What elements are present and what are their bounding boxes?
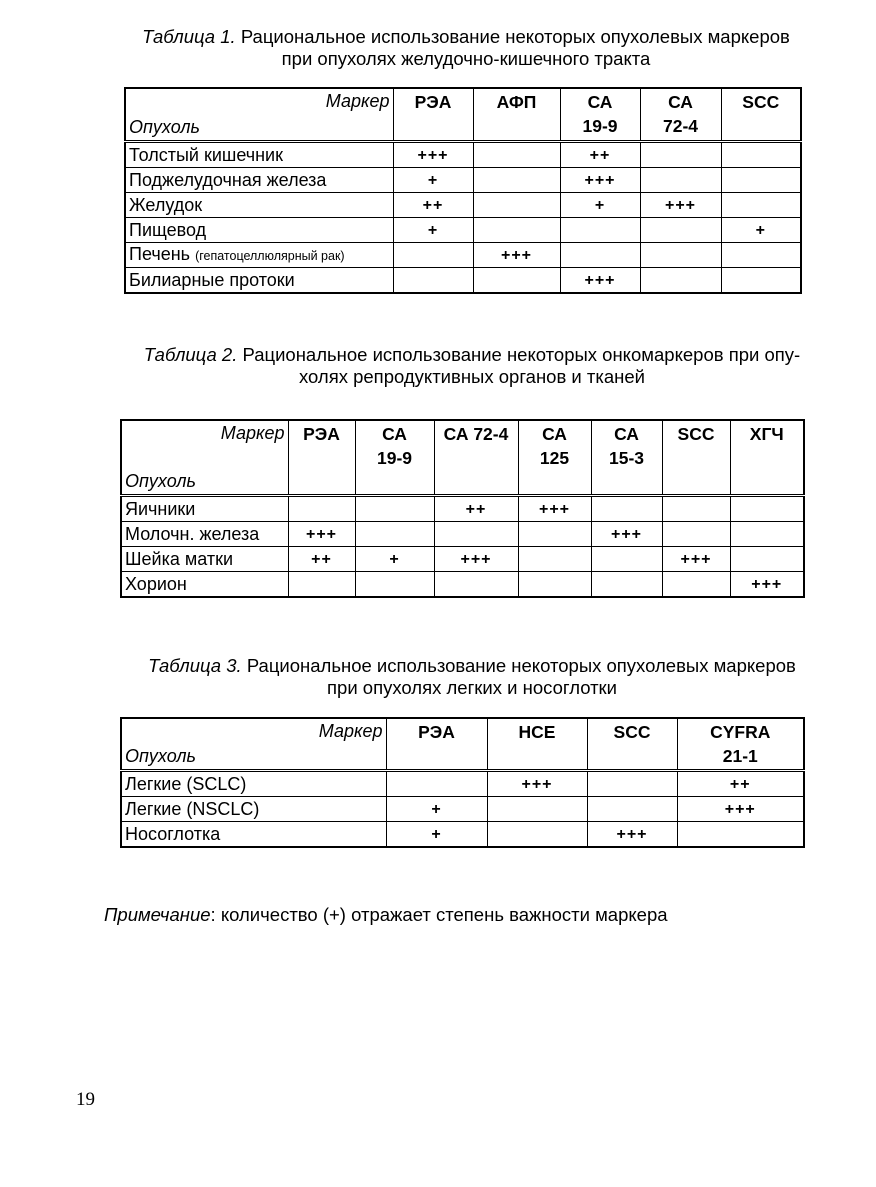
marker-value-cell bbox=[721, 193, 801, 218]
tumor-name-cell bbox=[125, 268, 393, 294]
table-row bbox=[121, 547, 804, 572]
footnote-label: Примечание bbox=[104, 904, 211, 925]
marker-value-cell: +++ bbox=[730, 572, 804, 598]
header-row bbox=[125, 88, 801, 142]
marker-header-text: РЭА bbox=[414, 92, 452, 112]
table-row bbox=[125, 218, 801, 243]
marker-header-text: CYFRA bbox=[710, 722, 771, 742]
marker-header-cell bbox=[560, 88, 640, 142]
marker-header-text: SCC bbox=[742, 92, 780, 112]
marker-value-cell: +++ bbox=[473, 243, 560, 268]
marker-header-cell bbox=[591, 420, 662, 496]
marker-header-text: ХГЧ bbox=[749, 424, 784, 444]
table-row bbox=[121, 822, 804, 848]
marker-value-cell: ++ bbox=[288, 547, 355, 572]
marker-value-cell bbox=[386, 771, 487, 797]
marker-value-cell bbox=[662, 496, 730, 522]
marker-value-cell bbox=[587, 797, 677, 822]
tumor-name: Печень bbox=[129, 243, 191, 264]
marker-value-cell bbox=[487, 797, 587, 822]
marker-value-cell: ++ bbox=[677, 771, 804, 797]
marker-value-cell bbox=[560, 218, 640, 243]
tumor-name: Носоглотка bbox=[125, 823, 221, 844]
marker-header-cell bbox=[721, 88, 801, 142]
marker-header-cell bbox=[518, 420, 591, 496]
table3 bbox=[120, 717, 805, 848]
marker-value-cell bbox=[730, 547, 804, 572]
tumor-name-cell bbox=[125, 243, 393, 268]
marker-value-cell bbox=[640, 243, 721, 268]
marker-value-cell bbox=[730, 496, 804, 522]
page-number: 19 bbox=[76, 1089, 95, 1110]
table3-caption bbox=[60, 655, 876, 699]
tumor-name: Пищевод bbox=[129, 219, 207, 240]
marker-header-text: СА bbox=[587, 92, 613, 112]
marker-value-cell: +++ bbox=[587, 822, 677, 848]
marker-value-cell bbox=[355, 522, 434, 547]
header-corner-cell bbox=[125, 88, 393, 142]
marker-header-cell bbox=[393, 88, 473, 142]
tumor-name: Хорион bbox=[125, 573, 187, 594]
marker-header-cell bbox=[473, 88, 560, 142]
tumor-name: Толстый кишечник bbox=[129, 144, 283, 165]
table-row bbox=[121, 797, 804, 822]
table2-label: Таблица 2. bbox=[143, 344, 238, 365]
marker-label: Маркер bbox=[220, 423, 285, 443]
tumor-label: Опухоль bbox=[129, 117, 200, 137]
marker-value-cell bbox=[640, 168, 721, 193]
tumor-name: Легкие (SCLC) bbox=[125, 773, 247, 794]
marker-header-text: СА bbox=[382, 424, 407, 444]
tumor-name-cell bbox=[125, 193, 393, 218]
marker-header-cell bbox=[434, 420, 518, 496]
table2-title-line1: Рациональное использование некоторых онкомаркеров при опу- bbox=[242, 344, 801, 365]
marker-value-cell bbox=[662, 572, 730, 598]
marker-value-cell bbox=[721, 142, 801, 168]
marker-header-text: SCC bbox=[613, 722, 651, 742]
marker-value-cell bbox=[721, 243, 801, 268]
footnote bbox=[104, 904, 668, 926]
table-row bbox=[125, 268, 801, 294]
table-row bbox=[121, 771, 804, 797]
marker-value-cell bbox=[434, 522, 518, 547]
marker-value-cell bbox=[288, 572, 355, 598]
marker-header-cell bbox=[288, 420, 355, 496]
marker-value-cell bbox=[640, 142, 721, 168]
marker-value-cell bbox=[560, 243, 640, 268]
marker-header-text: РЭА bbox=[418, 722, 455, 742]
table-row bbox=[121, 572, 804, 598]
tumor-name: Поджелудочная железа bbox=[129, 169, 327, 190]
tumor-name: Яичники bbox=[125, 498, 196, 519]
marker-value-cell bbox=[473, 168, 560, 193]
tumor-name-cell bbox=[121, 547, 288, 572]
marker-header-cell bbox=[662, 420, 730, 496]
header-row bbox=[121, 718, 804, 771]
marker-header-text: 19-9 bbox=[376, 448, 413, 468]
table1-caption bbox=[60, 26, 872, 70]
table-row bbox=[125, 142, 801, 168]
tumor-name: Желудок bbox=[129, 194, 203, 215]
table1-label: Таблица 1. bbox=[142, 26, 236, 47]
tumor-name-cell bbox=[125, 142, 393, 168]
marker-value-cell: +++ bbox=[518, 496, 591, 522]
marker-header-text: СА bbox=[614, 424, 639, 444]
marker-header-text: НСЕ bbox=[518, 722, 556, 742]
table1-title-line2: при опухолях желудочно-кишечного тракта bbox=[281, 48, 651, 69]
marker-value-cell: +++ bbox=[640, 193, 721, 218]
table2-title-line2: холях репродуктивных органов и тканей bbox=[298, 366, 646, 387]
marker-value-cell bbox=[587, 771, 677, 797]
marker-value-cell: +++ bbox=[591, 522, 662, 547]
marker-value-cell: ++ bbox=[560, 142, 640, 168]
marker-header-text: РЭА bbox=[303, 424, 340, 444]
marker-header-cell bbox=[386, 718, 487, 771]
marker-value-cell bbox=[473, 193, 560, 218]
marker-value-cell bbox=[473, 218, 560, 243]
table-row bbox=[125, 193, 801, 218]
marker-value-cell bbox=[487, 822, 587, 848]
table-row bbox=[125, 168, 801, 193]
marker-value-cell bbox=[393, 243, 473, 268]
marker-header-cell bbox=[730, 420, 804, 496]
marker-header-text: 15-3 bbox=[608, 448, 645, 468]
marker-value-cell: ++ bbox=[393, 193, 473, 218]
marker-header-cell bbox=[587, 718, 677, 771]
marker-value-cell: +++ bbox=[487, 771, 587, 797]
marker-header-cell bbox=[487, 718, 587, 771]
marker-value-cell bbox=[591, 496, 662, 522]
marker-value-cell bbox=[677, 822, 804, 848]
table3-title-line2: при опухолях легких и носоглотки bbox=[327, 677, 617, 698]
tumor-name-cell bbox=[121, 771, 386, 797]
marker-value-cell bbox=[591, 572, 662, 598]
marker-value-cell: + bbox=[386, 822, 487, 848]
table1 bbox=[124, 87, 802, 294]
marker-label: Маркер bbox=[318, 721, 383, 741]
marker-value-cell: +++ bbox=[434, 547, 518, 572]
marker-header-cell bbox=[640, 88, 721, 142]
marker-header-text: АФП bbox=[496, 92, 537, 112]
marker-value-cell bbox=[355, 496, 434, 522]
tumor-name: Билиарные протоки bbox=[129, 269, 295, 290]
marker-label: Маркер bbox=[325, 91, 390, 111]
marker-value-cell bbox=[721, 168, 801, 193]
marker-value-cell: +++ bbox=[560, 268, 640, 294]
footnote-text: : количество (+) отражает степень важности маркера bbox=[210, 904, 668, 925]
marker-value-cell: + bbox=[560, 193, 640, 218]
marker-header-text: 72-4 bbox=[662, 116, 699, 136]
marker-value-cell: + bbox=[393, 168, 473, 193]
marker-header-text: 21-1 bbox=[722, 746, 758, 766]
marker-value-cell bbox=[518, 572, 591, 598]
marker-value-cell bbox=[393, 268, 473, 294]
marker-value-cell: ++ bbox=[434, 496, 518, 522]
tumor-name: Молочн. железа bbox=[125, 523, 260, 544]
marker-header-text: СА bbox=[542, 424, 567, 444]
tumor-name: Легкие (NSCLC) bbox=[125, 798, 260, 819]
marker-value-cell bbox=[640, 218, 721, 243]
tumor-name-cell bbox=[125, 168, 393, 193]
marker-value-cell bbox=[721, 268, 801, 294]
header-corner-cell bbox=[121, 718, 386, 771]
tumor-name-cell bbox=[121, 522, 288, 547]
marker-value-cell bbox=[662, 522, 730, 547]
table2-caption bbox=[60, 344, 876, 388]
marker-value-cell: +++ bbox=[393, 142, 473, 168]
tumor-name: Шейка матки bbox=[125, 548, 234, 569]
table-row bbox=[121, 522, 804, 547]
marker-value-cell: + bbox=[721, 218, 801, 243]
header-row bbox=[121, 420, 804, 496]
tumor-name-cell bbox=[121, 496, 288, 522]
marker-value-cell bbox=[288, 496, 355, 522]
marker-value-cell bbox=[730, 522, 804, 547]
marker-value-cell: +++ bbox=[677, 797, 804, 822]
marker-header-text: 19-9 bbox=[582, 116, 618, 136]
marker-value-cell bbox=[355, 572, 434, 598]
table3-label: Таблица 3. bbox=[148, 655, 242, 676]
marker-value-cell: + bbox=[393, 218, 473, 243]
table2 bbox=[120, 419, 805, 598]
marker-header-text: SCC bbox=[677, 424, 715, 444]
marker-value-cell: +++ bbox=[288, 522, 355, 547]
tumor-name-cell bbox=[125, 218, 393, 243]
marker-header-text: СА 72-4 bbox=[443, 424, 509, 444]
marker-value-cell: + bbox=[386, 797, 487, 822]
marker-value-cell bbox=[473, 268, 560, 294]
marker-value-cell bbox=[591, 547, 662, 572]
marker-header-cell bbox=[677, 718, 804, 771]
marker-value-cell: +++ bbox=[560, 168, 640, 193]
tumor-label: Опухоль bbox=[125, 746, 196, 766]
marker-value-cell bbox=[640, 268, 721, 294]
marker-header-text: СА bbox=[668, 92, 693, 112]
header-corner-cell bbox=[121, 420, 288, 496]
tumor-name-note: (гепатоцеллюлярный рак) bbox=[195, 248, 345, 263]
marker-value-cell bbox=[434, 572, 518, 598]
marker-value-cell: +++ bbox=[662, 547, 730, 572]
marker-value-cell bbox=[518, 522, 591, 547]
tumor-name-cell bbox=[121, 797, 386, 822]
tumor-label: Опухоль bbox=[125, 471, 196, 491]
tumor-name-cell bbox=[121, 572, 288, 598]
table3-title-line1: Рациональное использование некоторых опухолевых маркеров bbox=[246, 655, 796, 676]
table-row bbox=[121, 496, 804, 522]
marker-value-cell bbox=[473, 142, 560, 168]
table-row bbox=[125, 243, 801, 268]
marker-value-cell: + bbox=[355, 547, 434, 572]
marker-header-cell bbox=[355, 420, 434, 496]
tumor-name-cell bbox=[121, 822, 386, 848]
marker-header-text: 125 bbox=[539, 448, 570, 468]
table1-title-line1: Рациональное использование некоторых опухолевых маркеров bbox=[240, 26, 790, 47]
marker-value-cell bbox=[518, 547, 591, 572]
